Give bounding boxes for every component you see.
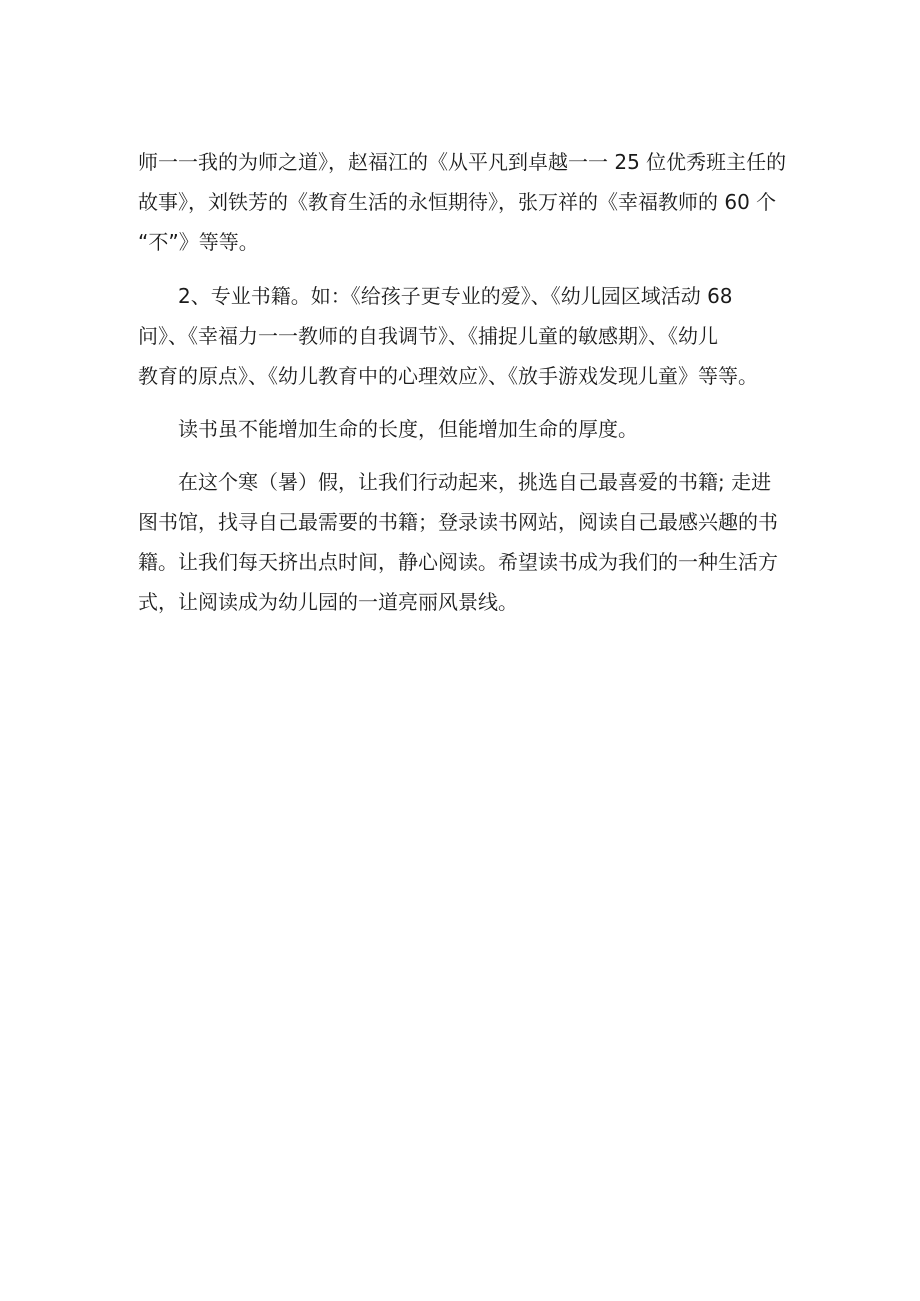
paragraph-spacer [138, 396, 788, 409]
paragraph-line: 师一一我的为师之道》，赵福江的《从平凡到卓越一一 25 位优秀班主任的 [138, 150, 787, 174]
paragraph-line: 式，让阅读成为幼儿园的一道亮丽风景线。 [138, 590, 518, 614]
paragraph-line: 2、专业书籍。如：《给孩子更专业的爱》、《幼儿园区域活动 68 [138, 284, 733, 308]
paragraph-line: 故事》，刘铁芳的《教育生活的永恒期待》，张万祥的《幸福教师的 60 个 [138, 190, 777, 214]
paragraph-professional-books [138, 276, 788, 396]
paragraph-book-list-continued [138, 142, 788, 262]
paragraph-line: 图书馆，找寻自己最需要的书籍；登录读书网站，阅读自己最感兴趣的书 [138, 510, 778, 534]
paragraph-spacer [138, 262, 788, 276]
paragraph-line: “不”》等等。 [138, 230, 259, 254]
paragraph-spacer [138, 449, 788, 462]
paragraph-reading-value [138, 409, 788, 449]
paragraph-line: 在这个寒（暑）假，让我们行动起来，挑选自己最喜爱的书籍; 走进 [138, 470, 772, 494]
document-body [138, 142, 788, 622]
paragraph-line: 籍。让我们每天挤出点时间，静心阅读。希望读书成为我们的一种生活方 [138, 550, 778, 574]
paragraph-line: 教育的原点》、《幼儿教育中的心理效应》、《放手游戏发现儿童》等等。 [138, 364, 758, 388]
paragraph-call-to-action [138, 462, 788, 622]
paragraph-line: 读书虽不能增加生命的长度，但能增加生命的厚度。 [138, 417, 638, 441]
paragraph-line: 问》、《幸福力一一教师的自我调节》、《捕捉儿童的敏感期》、《幼儿 [138, 324, 718, 348]
